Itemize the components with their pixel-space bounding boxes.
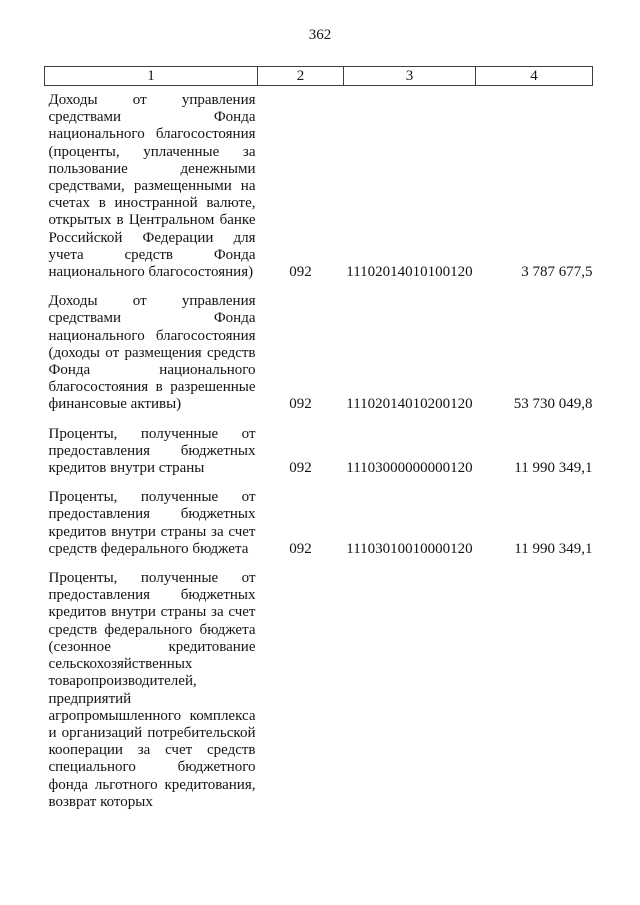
classification-code-cell: 11103010010000120: [346, 540, 473, 557]
admin-code-cell: [258, 570, 344, 823]
revenue-name-cell: Проценты, полученные от предоставления бюджетных кредитов внутри страны: [48, 425, 256, 477]
column-header-4: 4: [476, 67, 593, 86]
admin-code-cell: 092: [289, 540, 312, 557]
classification-code-cell: 11102014010100120: [346, 264, 473, 281]
table-row: [45, 293, 593, 425]
classification-code-cell: [344, 570, 476, 823]
table-body: [45, 86, 593, 823]
amount-cell: 53 730 049,8: [513, 396, 593, 413]
revenue-name-cell: Проценты, полученные от предоставления бюджетных кредитов внутри страны за счет средств федерального бюджета: [48, 489, 256, 557]
page-number: 362: [308, 27, 332, 43]
admin-code-cell: 092: [289, 396, 312, 413]
amount-cell: 11 990 349,1: [514, 540, 593, 557]
column-header-2: 2: [258, 67, 344, 86]
column-header-3: 3: [344, 67, 476, 86]
table-row: [45, 570, 593, 823]
amount-cell: 3 787 677,5: [521, 264, 593, 281]
classification-code-cell: 11103000000000120: [346, 460, 473, 477]
table-header-row: [45, 67, 593, 86]
revenue-name-cell: Проценты, полученные от предоставления бюджетных кредитов внутри страны за счет средств федерального бюджета (сезонное кредитование сельскохозяйственных товаропроизводителей, предприятий агропромышленного комплекса и организаций потребительской кооперации за счет средств специального бюджетного фонда льготного кредитования, возврат которых: [48, 570, 256, 810]
budget-revenue-table: [44, 66, 593, 823]
table-row: [45, 426, 593, 490]
amount-cell: 11 990 349,1: [514, 460, 593, 477]
classification-code-cell: 11102014010200120: [346, 396, 473, 413]
revenue-name-cell: Доходы от управления средствами Фонда национального благосостояния (проценты, уплаченные за пользование денежными средствами, размещенными на счетах в иностранной валюте, открытых в Центральном банке Российской Федерации для учета средств Фонда национального благосостояния): [48, 92, 256, 281]
admin-code-cell: 092: [289, 460, 312, 477]
revenue-name-cell: Доходы от управления средствами Фонда национального благосостояния (доходы от размещения средств Фонда национального благосостояния в разрешенные финансовые активы): [48, 293, 256, 413]
table-row: [45, 489, 593, 570]
table-row: [45, 86, 593, 294]
admin-code-cell: 092: [289, 264, 312, 281]
amount-cell: [476, 570, 593, 823]
column-header-1: 1: [45, 67, 258, 86]
